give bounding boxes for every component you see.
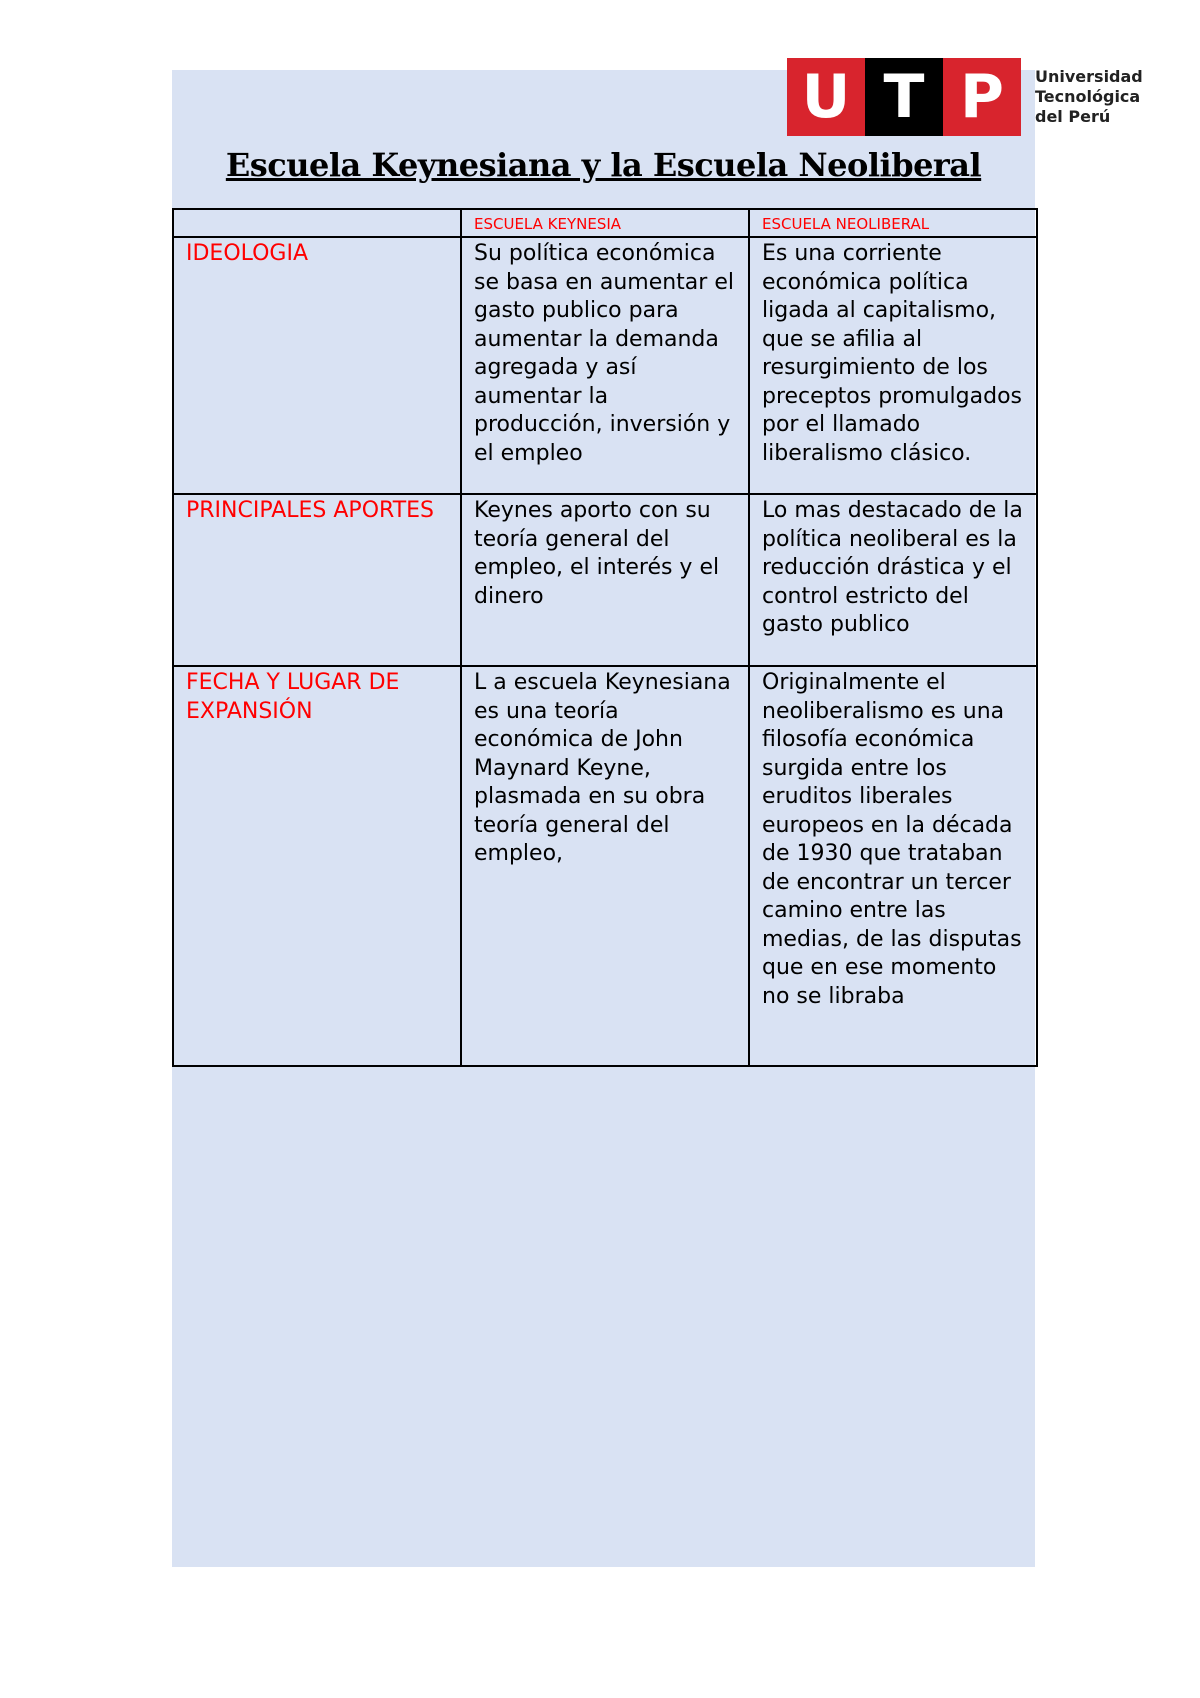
cell-keynesiana: Su política económica se basa en aumentar el gasto publico para aumentar la demanda agregada y así aumentar la producción, inversión y el empleo	[461, 237, 749, 494]
cell-neoliberal: Originalmente el neoliberalismo es una filosofía económica surgida entre los eruditos liberales europeos en la década de 1930 que trataban de encontrar un tercer camino entre las medias, de las disputas que en ese momento no se libraba	[749, 666, 1037, 1066]
header-cell-empty	[173, 209, 461, 237]
logo-wordmark	[1035, 67, 1143, 127]
header-cell-neoliberal: ESCUELA NEOLIBERAL	[749, 209, 1037, 237]
logo-line-1: Universidad	[1035, 67, 1143, 86]
logo-line-3: del Perú	[1035, 107, 1111, 126]
row-label: IDEOLOGIA	[173, 237, 461, 494]
table-header-row	[173, 209, 1037, 237]
header-cell-keynesiana: ESCUELA KEYNESIA	[461, 209, 749, 237]
logo-line-2: Tecnológica	[1035, 87, 1141, 106]
logo-letter-t: T	[865, 58, 943, 136]
table-row-aportes	[173, 494, 1037, 666]
utp-logo	[787, 58, 1143, 136]
logo-letter-p: P	[943, 58, 1021, 136]
row-label: PRINCIPALES APORTES	[173, 494, 461, 666]
document-title: Escuela Keynesiana y la Escuela Neoliberal	[225, 146, 982, 184]
cell-keynesiana: L a escuela Keynesiana es una teoría económica de John Maynard Keyne, plasmada en su obra teoría general del empleo,	[461, 666, 749, 1066]
table-row-fecha-lugar	[173, 666, 1037, 1066]
comparison-table	[172, 208, 1038, 1067]
cell-neoliberal: Es una corriente económica política ligada al capitalismo, que se afilia al resurgimiento de los preceptos promulgados por el llamado liberalismo clásico.	[749, 237, 1037, 494]
logo-letter-u: U	[787, 58, 865, 136]
row-label: FECHA Y LUGAR DE EXPANSIÓN	[173, 666, 461, 1066]
cell-neoliberal: Lo mas destacado de la política neoliberal es la reducción drástica y el control estricto del gasto publico	[749, 494, 1037, 666]
cell-keynesiana: Keynes aporto con su teoría general del empleo, el interés y el dinero	[461, 494, 749, 666]
table-row-ideologia	[173, 237, 1037, 494]
